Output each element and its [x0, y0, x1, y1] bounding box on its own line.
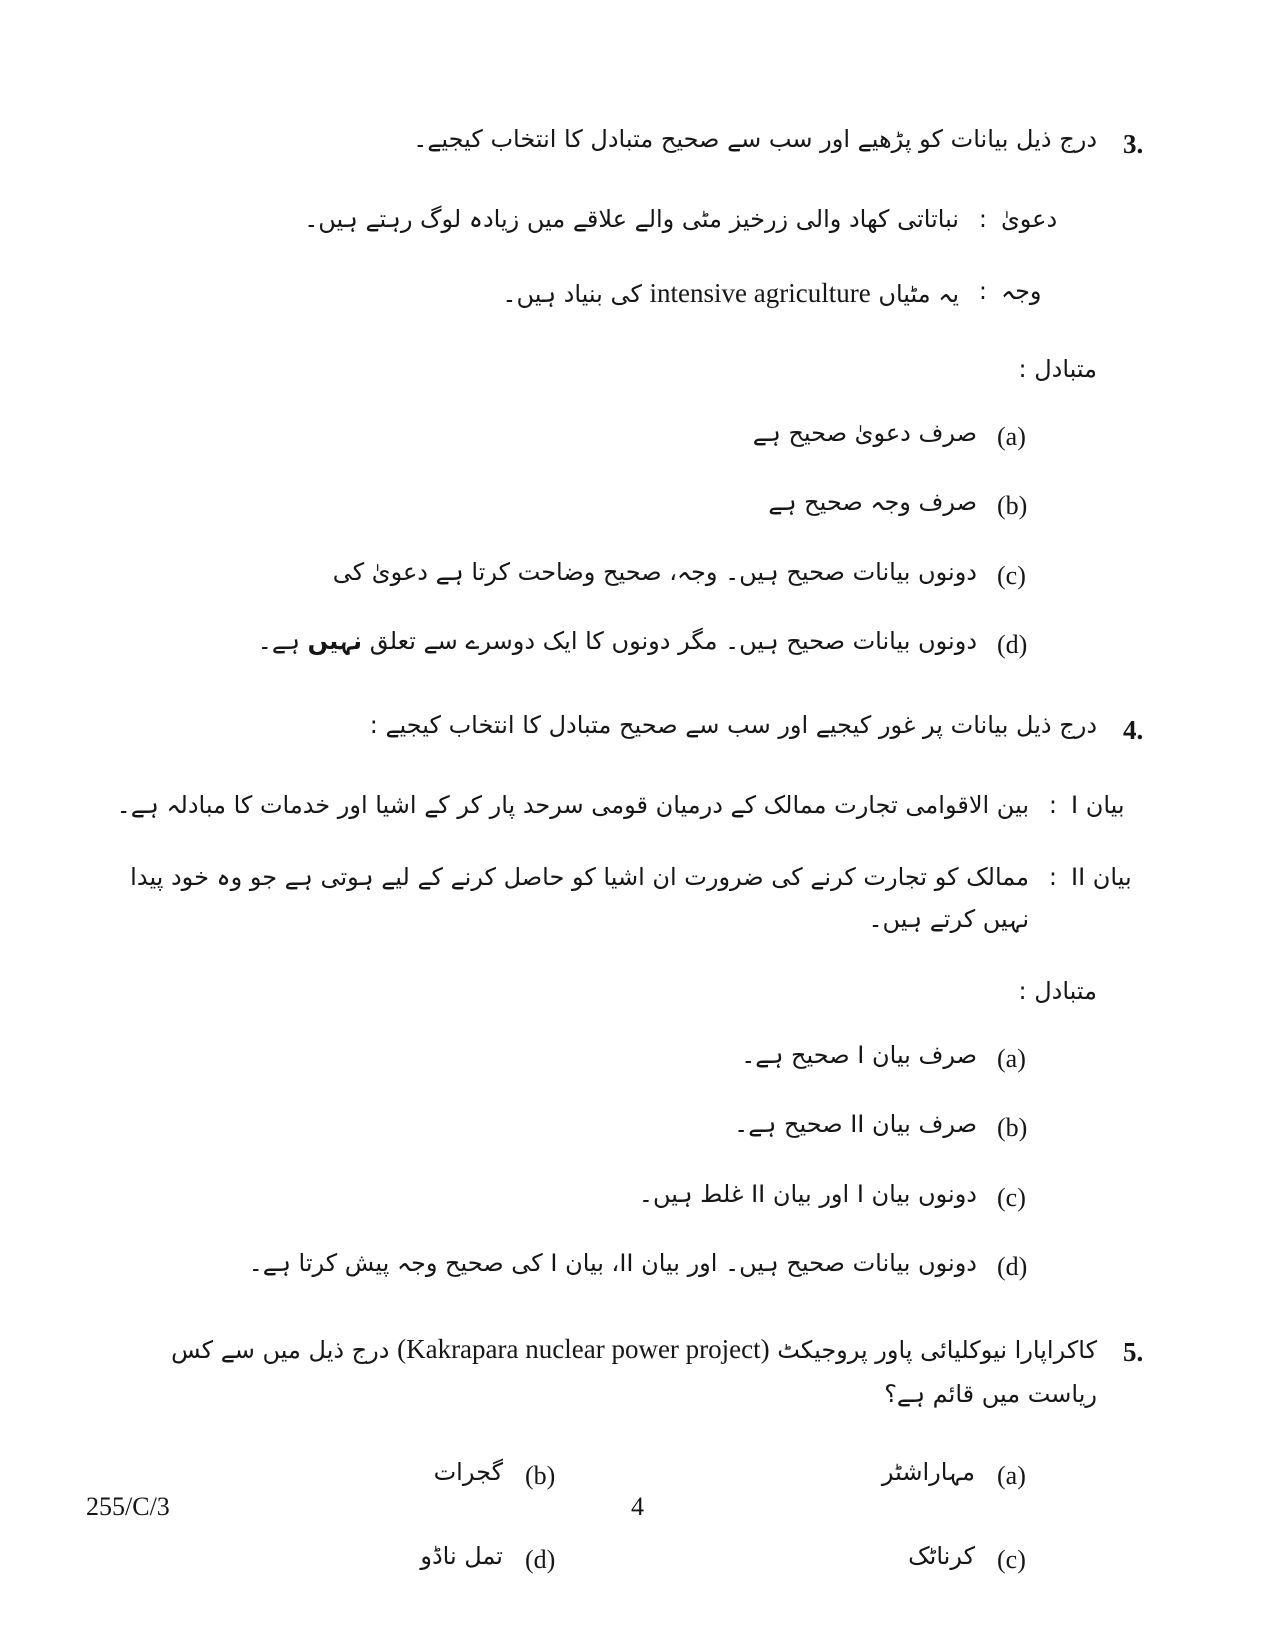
q4-statement-1-label: بیان I: [1071, 790, 1125, 819]
q3-reason-label: وجہ: [1001, 277, 1042, 306]
q3-reason-text-english: intensive agriculture: [649, 278, 871, 309]
q5-head: [96, 1326, 1167, 1415]
q3-option-c-text: دونوں بیانات صحیح ہیں۔ وجہ، صحیح وضاحت کرتا ہے دعویٰ کی: [332, 557, 977, 586]
q3-option-a-label: (a): [997, 421, 1026, 451]
q4-alternatives-label: متبادل :: [1018, 976, 1097, 1005]
paper-code: 255/C/3: [86, 1491, 170, 1521]
q4-option-d-text: دونوں بیانات صحیح ہیں۔ اور بیان II، بیان I کی صحیح وجہ پیش کرتا ہے۔: [248, 1249, 977, 1278]
q3-option-d-text-bold: نہیں: [307, 627, 363, 655]
q5-text: [96, 1326, 1097, 1415]
q5-option-d: [101, 1535, 573, 1583]
q5-text-english: (Kakrapara nuclear power project): [397, 1333, 770, 1364]
q4-statement-2-row: [96, 856, 1167, 940]
q3-option-a: [96, 412, 1045, 460]
q3-option-a-text: صرف دعویٰ صحیح ہے: [752, 418, 977, 447]
q4-number: 4.: [1123, 714, 1144, 745]
q4-statement-2-text: ممالک کو تجارت کرنے کی ضرورت ان اشیا کو حاصل کرنے کے لیے ہوتی ہے جو وہ خود پیدا نہیں کرتے ہیں۔: [130, 862, 1029, 933]
q4-option-a-label: (a): [997, 1043, 1026, 1073]
q3-option-d-text-post: ہے۔: [257, 627, 300, 655]
q3-reason-colon: :: [978, 277, 987, 306]
q4-option-a: [96, 1034, 1045, 1082]
q4-option-c-text: دونوں بیان I اور بیان II غلط ہیں۔: [638, 1179, 977, 1208]
q3-option-b-label: (b): [997, 491, 1028, 520]
q5-text-pre: کاکراپارا نیوکلیائی پاور پروجیکٹ: [777, 1335, 1097, 1364]
q5-option-c-text: کرناٹک: [908, 1541, 975, 1570]
q4-option-d: [96, 1242, 1045, 1290]
q4-option-c-label: (c): [997, 1182, 1026, 1212]
question-5: [96, 1326, 1167, 1582]
q5-options-row-2: [96, 1535, 1045, 1583]
q4-head: [96, 704, 1167, 754]
q3-claim-label: دعویٰ: [1001, 205, 1058, 234]
q3-claim-colon: :: [978, 205, 987, 234]
q5-option-b: [101, 1451, 573, 1499]
q3-option-c: [96, 551, 1045, 599]
q3-option-c-label: (c): [997, 560, 1026, 590]
q4-option-a-text: صرف بیان I صحیح ہے۔: [741, 1040, 977, 1069]
q5-text-post: درج ذیل میں سے کس ریاست میں قائم ہے؟: [171, 1335, 1097, 1408]
q3-claim-row: [96, 198, 1097, 240]
q4-statement-1-text: بین الاقوامی تجارت ممالک کے درمیان قومی سرحد پار کر کے اشیا اور خدمات کا مبادلہ ہے۔: [116, 790, 1029, 819]
q4-option-b-text: صرف بیان II صحیح ہے۔: [734, 1110, 977, 1139]
q4-option-b-label: (b): [997, 1113, 1028, 1143]
q4-option-c: [96, 1173, 1045, 1221]
q4-statement-1-row: [96, 784, 1167, 826]
q5-option-b-text: گجرات: [433, 1458, 503, 1486]
q5-option-d-label: (d): [525, 1544, 556, 1574]
q5-option-c-label: (c): [997, 1544, 1026, 1574]
q3-head: [96, 118, 1167, 168]
question-4: [96, 704, 1167, 1290]
q5-option-c: [573, 1535, 1045, 1583]
q3-claim-text: نباتاتی کھاد والی زرخیز مٹی والے علاقے میں زیادہ لوگ رہتے ہیں۔: [304, 205, 959, 234]
page-number: 4: [631, 1491, 644, 1521]
q3-text: درج ذیل بیانات کو پڑھیے اور سب سے صحیح متبادل کا انتخاب کیجیے۔: [413, 125, 1097, 153]
q4-option-b: [96, 1103, 1045, 1151]
q3-reason-text: [96, 270, 959, 317]
q5-option-b-label: (b): [525, 1461, 556, 1490]
q3-reason-text-post: کی بنیاد ہیں۔: [502, 280, 642, 309]
q4-statement-2-colon: :: [1048, 862, 1057, 891]
q4-statement-2-label: بیان II: [1071, 862, 1132, 891]
q5-option-a-label: (a): [997, 1461, 1026, 1490]
q4-statement-1-colon: :: [1048, 790, 1057, 819]
q5-option-d-text: تمل ناڈو: [420, 1541, 503, 1570]
question-3: [96, 118, 1167, 668]
q3-option-d-label: (d): [997, 630, 1028, 659]
q3-option-d-text-pre: دونوں بیانات صحیح ہیں۔ مگر دونوں کا ایک دوسرے سے تعلق: [369, 627, 977, 655]
q3-option-b: [96, 481, 1045, 529]
q4-text: درج ذیل بیانات پر غور کیجیے اور سب سے صحیح متبادل کا انتخاب کیجیے :: [369, 710, 1097, 739]
q5-options-row-1: [96, 1451, 1045, 1499]
q3-option-d-text: [96, 620, 977, 662]
q5-option-a-text: مہاراشٹر: [881, 1458, 975, 1486]
q3-number: 3.: [1123, 129, 1144, 159]
q5-number: 5.: [1123, 1336, 1144, 1367]
q3-option-b-text: صرف وجہ صحیح ہے: [768, 488, 977, 516]
q3-option-d: [96, 620, 1045, 668]
q3-alternatives-label: متبادل :: [1018, 354, 1097, 383]
q3-reason-row: [96, 270, 1097, 317]
q3-reason-text-pre: یہ مٹیاں: [878, 280, 959, 309]
q4-option-d-label: (d): [997, 1252, 1028, 1282]
